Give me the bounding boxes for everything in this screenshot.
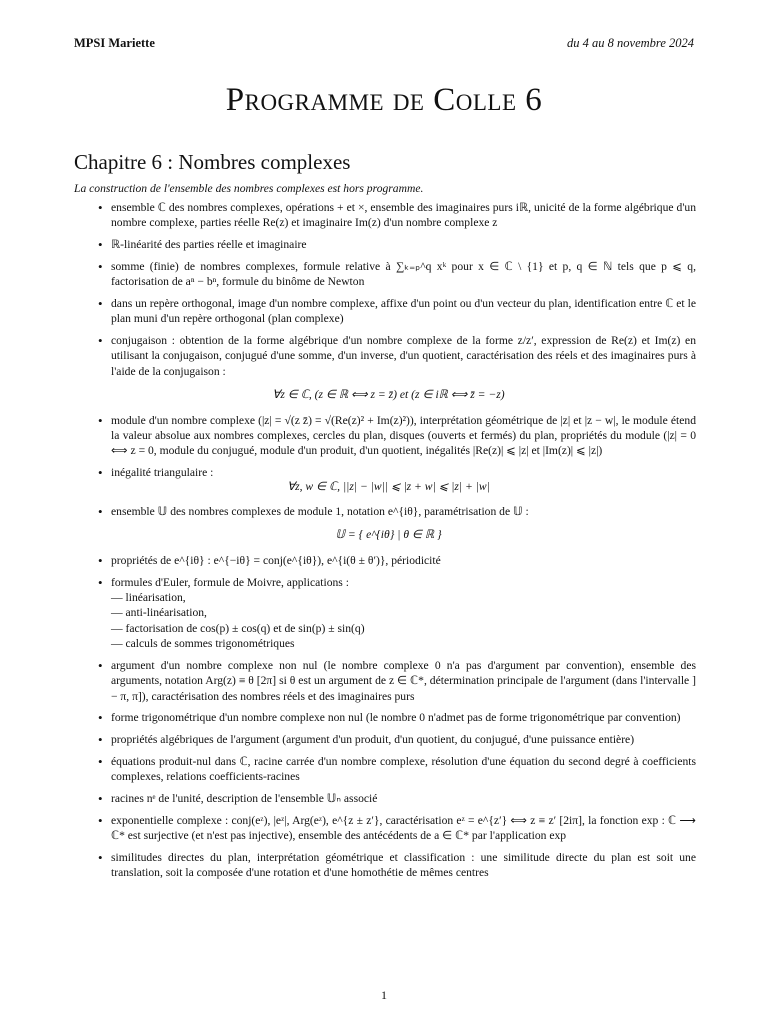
list-item: • forme trigonométrique d'un nombre complexe non nul (le nombre 0 n'admet pas de forme trigonométrique par convention) <box>74 710 696 725</box>
sub-list-item: — factorisation de cos(p) ± cos(q) et de sin(p) ± sin(q) <box>111 621 696 636</box>
list-item: • conjugaison : obtention de la forme algébrique d'un nombre complexe de la forme z/z′, expression de Re(z) et Im(z) en utilisant la conjugaison, conjugué d'une somme, d'un inverse, d'un quotient, caractérisation des réels et des imaginaires purs à l'aide de la conjugaison : ∀z ∈ ℂ, (z ∈ ℝ ⟺ z = z̄) et (z ∈ iℝ ⟺ z̄ = −z) <box>74 333 696 403</box>
list-item: • dans un repère orthogonal, image d'un nombre complexe, affixe d'un point ou d'un vecteur du plan, identification entre ℂ et le plan muni d'un repère orthogonal (plan complexe) <box>74 296 696 327</box>
list-item: • ℝ-linéarité des parties réelle et imaginaire <box>74 237 696 252</box>
header-dates: du 4 au 8 novembre 2024 <box>567 36 694 50</box>
list-item: • racines nᵉ de l'unité, description de l'ensemble 𝕌ₙ associé <box>74 791 696 806</box>
page-title: Programme de Colle 6 <box>225 82 543 118</box>
list-item: • formules d'Euler, formule de Moivre, applications : — linéarisation, — anti-linéarisation, — factorisation de cos(p) ± cos(q) et de sin(p) ± sin(q) — calculs de sommes trigonométriques <box>74 575 696 652</box>
sub-list-item: — anti-linéarisation, <box>111 605 696 620</box>
euler-sublist <box>111 590 696 652</box>
sub-list-item: — linéarisation, <box>111 590 696 605</box>
list-item: • similitudes directes du plan, interprétation géométrique et classification : une similitude directe du plan est soit une translation, soit la composée d'une rotation et d'une homothétie de mêmes centres <box>74 850 696 881</box>
list-item: • argument d'un nombre complexe non nul (le nombre complexe 0 n'a pas d'argument par convention), ensemble des arguments, notation Arg(z) ≡ θ [2π] si θ est un argument de z ∈ ℂ*, détermination principale de l'argument (dans l'intervalle ] − π, π]), caractérisation des nombres réels et des imaginaires purs <box>74 658 696 704</box>
formula-unit-circle: 𝕌 = { e^{iθ} | θ ∈ ℝ } <box>335 528 442 542</box>
list-item: • somme (finie) de nombres complexes, formule relative à ∑ₖ₌ₚ^q xᵏ pour x ∈ ℂ \ {1} et p, q ∈ ℕ tels que p ⩽ q, factorisation de aⁿ − bⁿ, formule du binôme de Newton <box>74 259 696 290</box>
list-item: • exponentielle complexe : conj(eᶻ), |eᶻ|, Arg(eᶻ), e^{z ± z′}, caractérisation eᶻ = e^{z′} ⟺ z ≡ z′ [2iπ], la fonction exp : ℂ ⟶ ℂ* est surjective (et n'est pas injective), ensemble des antécédents de a ∈ ℂ* par l'application exp <box>74 813 696 844</box>
list-item: • équations produit-nul dans ℂ, racine carrée d'un nombre complexe, résolution d'une équation du second degré à coefficients complexes, relations coefficients-racines <box>74 754 696 785</box>
topic-list <box>74 200 696 887</box>
page-number: 1 <box>381 988 387 1002</box>
list-item: • ensemble 𝕌 des nombres complexes de module 1, notation e^{iθ}, paramétrisation de 𝕌 : 𝕌 = { e^{iθ} | θ ∈ ℝ } <box>74 504 696 543</box>
formula-triangulaire: ∀z, w ∈ ℂ, ||z| − |w|| ⩽ |z + w| ⩽ |z| + |w| <box>287 479 490 493</box>
list-item: • ensemble ℂ des nombres complexes, opérations + et ×, ensemble des imaginaires purs iℝ, unicité de la forme algébrique d'un nombre complexe, parties réelle Re(z) et imaginaire Im(z) d'un nombre complexe z <box>74 200 696 231</box>
list-item: • module d'un nombre complexe (|z| = √(z z̄) = √(Re(z)² + Im(z)²)), interprétation géométrique de |z| et |z − w|, le module étend la valeur absolue aux nombres complexes, cercles du plan, disques (ouverts et fermés) du plan, propriétés du module (|z| = 0 ⟺ z = 0, module du conjugué, module d'un produit, d'un quotient, inégalités |Re(z)| ⩽ |z| et |Im(z)| ⩽ |z|) <box>74 413 696 459</box>
formula-conjugaison: ∀z ∈ ℂ, (z ∈ ℝ ⟺ z = z̄) et (z ∈ iℝ ⟺ z̄ = −z) <box>272 388 505 402</box>
chapter-intro: La construction de l'ensemble des nombres complexes est hors programme. <box>74 182 424 195</box>
sub-list-item: — calculs de sommes trigonométriques <box>111 636 696 651</box>
list-item: • propriétés de e^{iθ} : e^{−iθ} = conj(e^{iθ}), e^{i(θ ± θ′)}, périodicité <box>74 553 696 568</box>
header-class-name: MPSI Mariette <box>74 36 155 50</box>
list-item: • propriétés algébriques de l'argument (argument d'un produit, d'un quotient, du conjugué, d'une puissance entière) <box>74 732 696 747</box>
list-item: • inégalité triangulaire : ∀z, w ∈ ℂ, ||z| − |w|| ⩽ |z + w| ⩽ |z| + |w| <box>74 465 696 494</box>
chapter-heading: Chapitre 6 : Nombres complexes <box>74 150 351 174</box>
